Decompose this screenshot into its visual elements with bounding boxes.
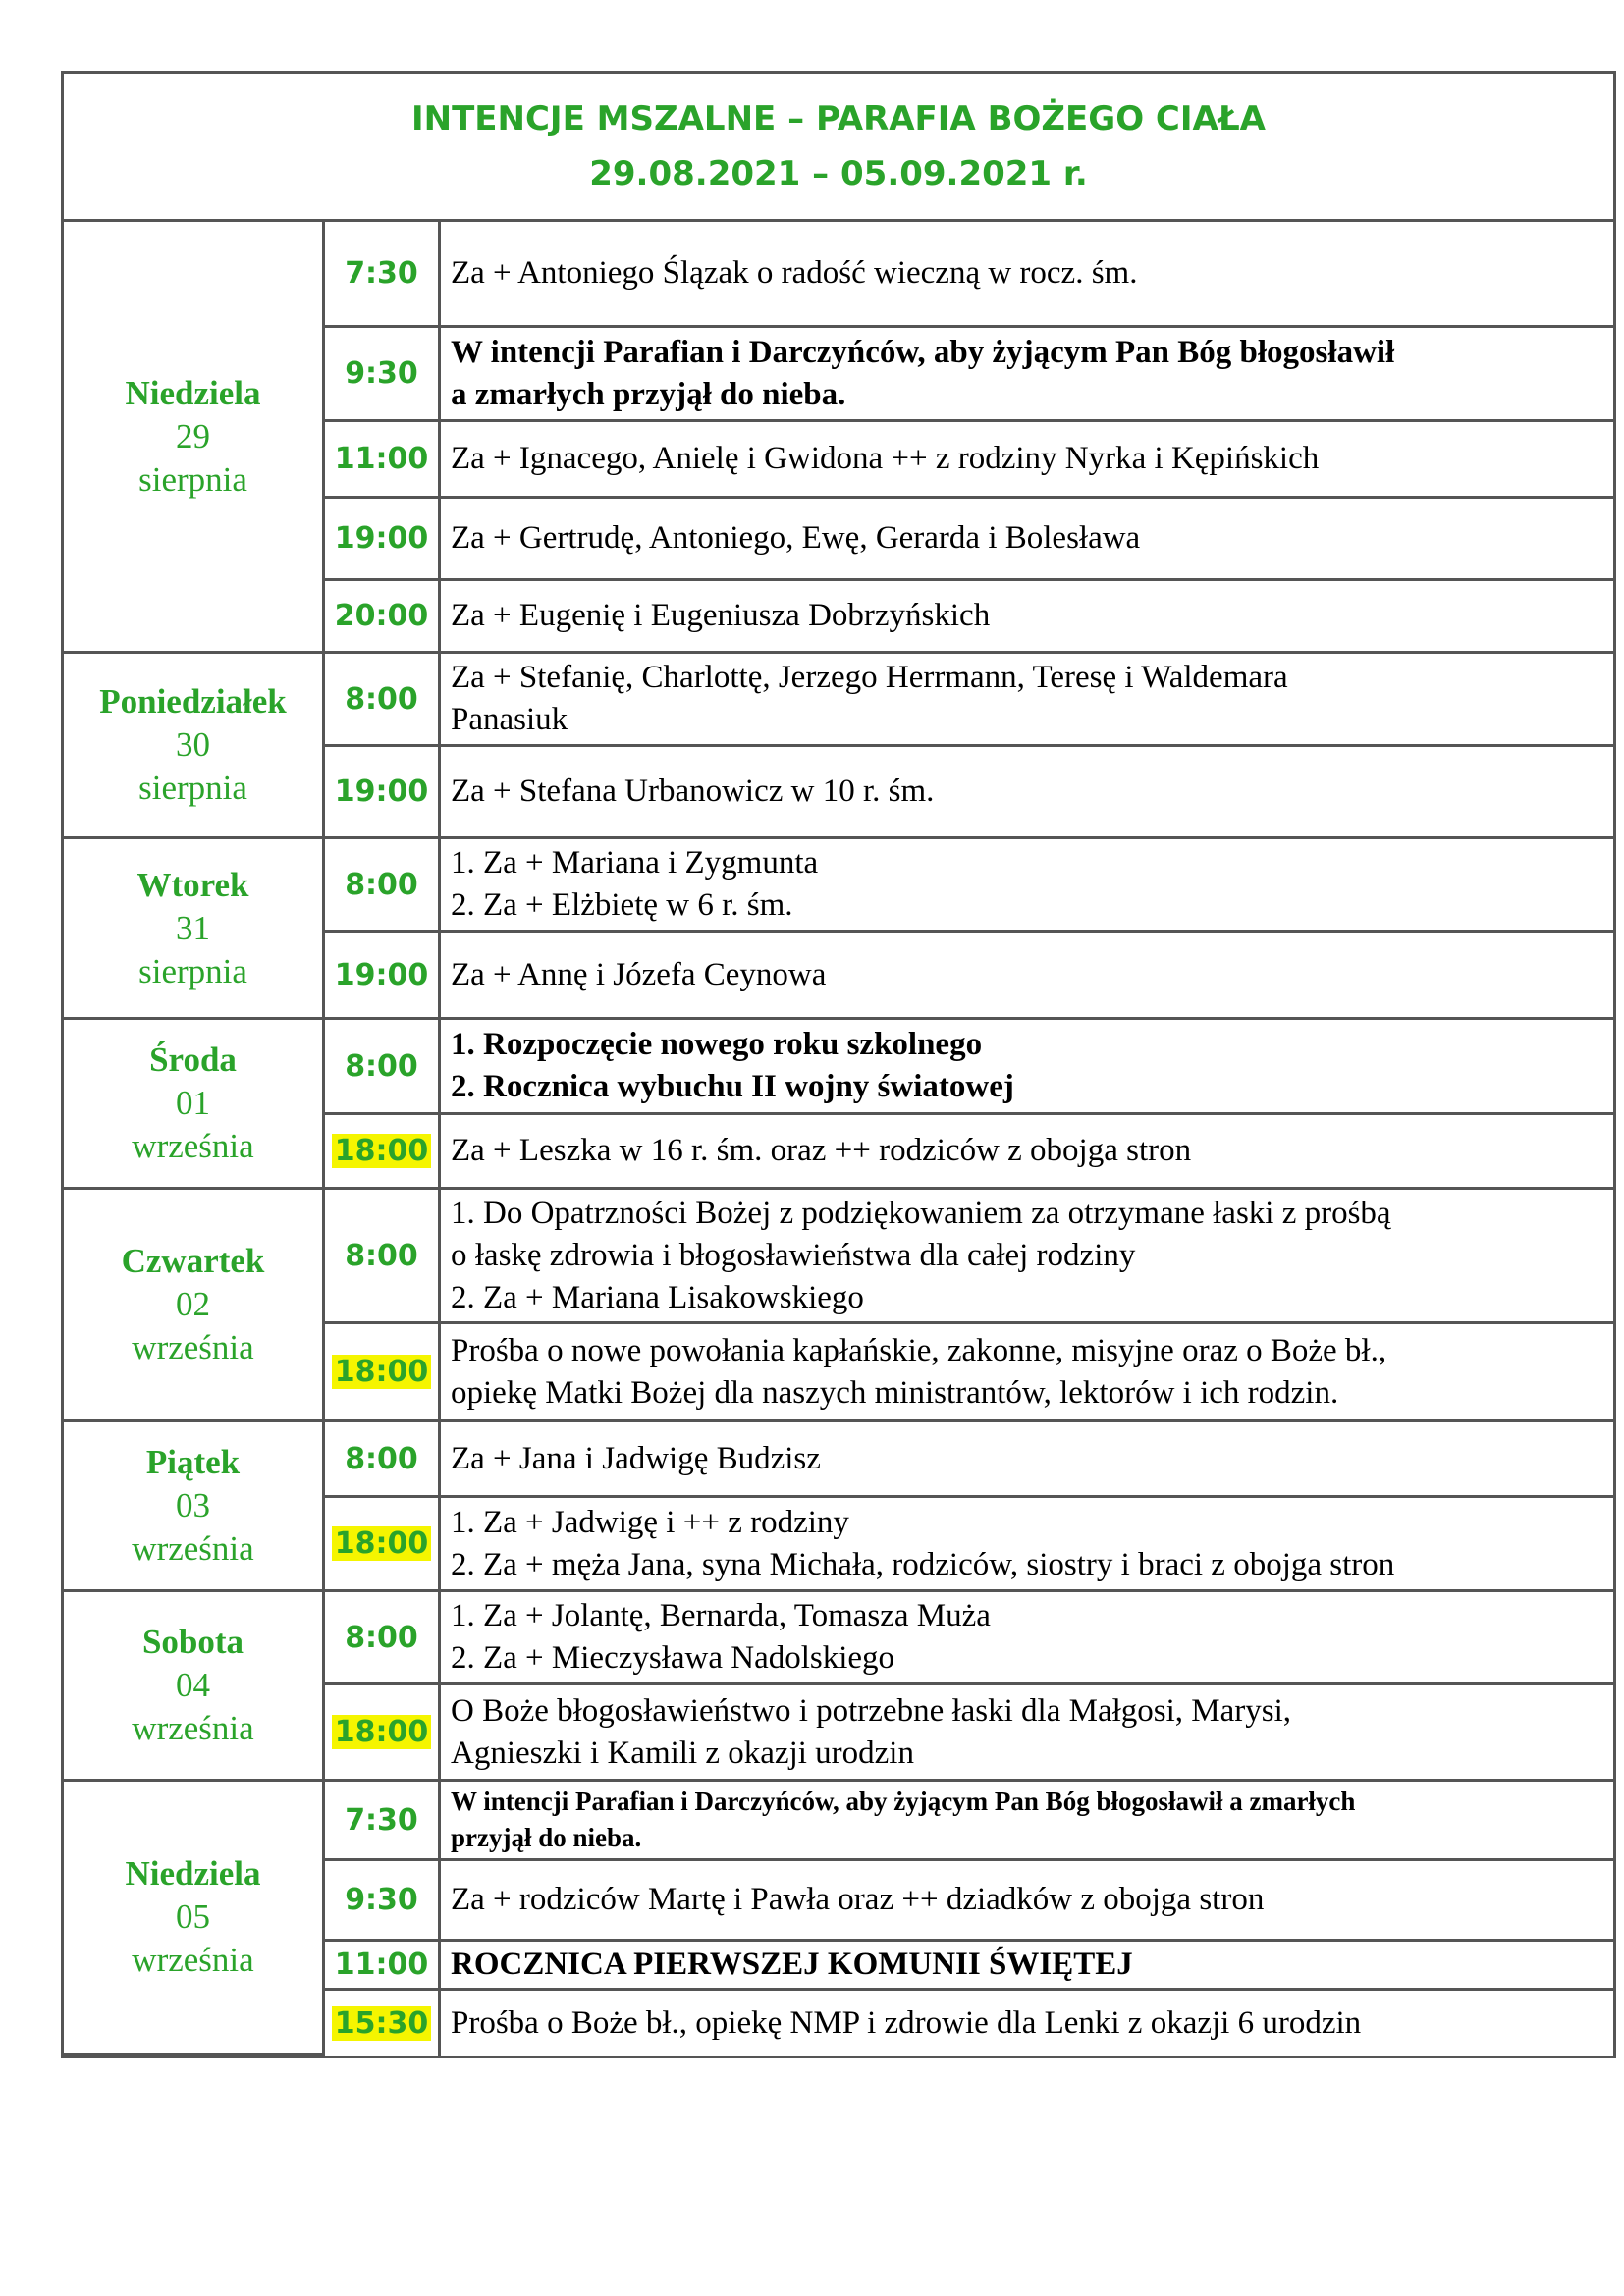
day-name: Środa: [149, 1041, 237, 1079]
day-number: 02: [176, 1285, 210, 1323]
mass-time: 18:00: [332, 1526, 432, 1561]
mass-time: 20:00: [334, 599, 429, 633]
intention-line: Za + Stefanię, Charlottę, Jerzego Herrmann, Teresę i Waldemara: [451, 660, 1288, 695]
mass-time-cell: [325, 1685, 441, 1782]
mass-time: 18:00: [332, 1134, 432, 1168]
mass-time: 19:00: [334, 774, 429, 809]
intention-line: 1. Do Opatrzności Bożej z podziękowaniem za otrzymane łaski z prośbą: [451, 1195, 1391, 1231]
mass-time: 8:00: [345, 1048, 418, 1084]
intention-line: a zmarłych przyjął do nieba.: [451, 376, 846, 412]
day-number: 29: [176, 416, 210, 455]
day-cell: [64, 654, 325, 839]
document-title: INTENCJE MSZALNE – PARAFIA BOŻEGO CIAŁA: [411, 99, 1266, 138]
day-number: 30: [176, 725, 210, 764]
mass-time: 8:00: [345, 681, 418, 717]
mass-time-cell: [325, 1861, 441, 1942]
day-number: 03: [176, 1486, 210, 1524]
day-month: sierpnia: [138, 769, 247, 807]
intention-line: Za + Stefana Urbanowicz w 10 r. śm.: [451, 774, 935, 809]
day-month: września: [132, 1127, 254, 1165]
mass-time-cell: [325, 1190, 441, 1324]
intention-cell: [441, 1685, 1613, 1782]
intention-cell: [441, 1861, 1613, 1942]
day-name: Niedziela: [125, 373, 261, 412]
mass-time: 18:00: [332, 1355, 432, 1389]
day-month: września: [132, 1328, 254, 1366]
intention-line: 2. Za + męża Jana, syna Michała, rodziców, siostry i braci z obojga stron: [451, 1546, 1395, 1582]
mass-time: 9:30: [345, 356, 418, 391]
mass-time: 7:30: [345, 1802, 418, 1838]
intention-line: przyjął do nieba.: [451, 1823, 642, 1852]
mass-time-cell: [325, 1115, 441, 1190]
day-cell: [64, 1190, 325, 1422]
intention-line: Za + Annę i Józefa Ceynowa: [451, 956, 827, 992]
mass-time: 9:30: [345, 1883, 418, 1917]
schedule-row: [64, 1592, 1613, 1685]
intention-cell: [441, 1020, 1613, 1115]
intention-line: Za + Jana i Jadwigę Budzisz: [451, 1440, 821, 1476]
mass-time: 7:30: [345, 256, 418, 291]
mass-time-cell: [325, 1991, 441, 2056]
schedule-table: [64, 222, 1613, 2056]
intention-line: 2. Rocznica wybuchu II wojny światowej: [451, 1069, 1014, 1104]
schedule-row: [64, 1020, 1613, 1115]
intention-cell: [441, 1991, 1613, 2056]
mass-time: 8:00: [345, 1441, 418, 1476]
mass-time-cell: [325, 1498, 441, 1592]
document-header: [64, 74, 1613, 222]
intention-line: 2. Za + Mariana Lisakowskiego: [451, 1279, 864, 1315]
mass-time-cell: [325, 422, 441, 499]
intention-line: Agnieszki i Kamili z okazji urodzin: [451, 1735, 914, 1771]
day-number: 01: [176, 1084, 210, 1122]
mass-time-cell: [325, 1592, 441, 1685]
day-name: Wtorek: [136, 865, 249, 904]
mass-time-cell: [325, 1324, 441, 1422]
intention-line: Za + Ignacego, Anielę i Gwidona ++ z rodziny Nyrka i Kępińskich: [451, 441, 1320, 476]
intention-line: Za + Eugenię i Eugeniusza Dobrzyńskich: [451, 598, 991, 633]
day-cell: [64, 839, 325, 1020]
day-cell: [64, 1782, 325, 2056]
intention-line: Za + rodziców Martę i Pawła oraz ++ dziadków z obojga stron: [451, 1882, 1265, 1917]
day-cell: [64, 222, 325, 654]
intention-line: Za + Leszka w 16 r. śm. oraz ++ rodziców z obojga stron: [451, 1133, 1192, 1168]
mass-time: 8:00: [345, 1238, 418, 1273]
day-name: Sobota: [141, 1623, 244, 1661]
day-month: sierpnia: [138, 459, 247, 499]
intention-line: 1. Za + Jolantę, Bernarda, Tomasza Muża: [451, 1598, 991, 1633]
intention-cell: [441, 499, 1613, 581]
schedule-row: [64, 1422, 1613, 1498]
mass-time-cell: [325, 581, 441, 654]
mass-time-cell: [325, 1020, 441, 1115]
intention-line: 1. Rozpoczęcie nowego roku szkolnego: [451, 1027, 983, 1062]
intention-cell: [441, 1592, 1613, 1685]
schedule-row: [64, 839, 1613, 933]
intention-line: 1. Za + Mariana i Zygmunta: [451, 845, 819, 881]
intention-cell: [441, 222, 1613, 328]
intention-cell: [441, 839, 1613, 933]
mass-time: 18:00: [332, 1715, 432, 1749]
mass-time-cell: [325, 654, 441, 747]
intention-cell: [441, 1498, 1613, 1592]
intention-line: Prośba o Boże bł., opiekę NMP i zdrowie dla Lenki z okazji 6 urodzin: [451, 2004, 1362, 2041]
intention-line: 2. Za + Mieczysława Nadolskiego: [451, 1640, 895, 1676]
schedule-row: [64, 222, 1613, 328]
intention-line: ROCZNICA PIERWSZEJ KOMUNII ŚWIĘTEJ: [451, 1947, 1133, 1982]
schedule-row: [64, 654, 1613, 747]
intention-cell: [441, 1115, 1613, 1190]
schedule-row: [64, 1782, 1613, 1861]
mass-time-cell: [325, 222, 441, 328]
day-name: Poniedziałek: [99, 682, 287, 721]
intention-line: o łaskę zdrowia i błogosławieństwa dla całej rodziny: [451, 1237, 1136, 1273]
intention-cell: [441, 1422, 1613, 1498]
intention-cell: [441, 1324, 1613, 1422]
mass-time-cell: [325, 1422, 441, 1498]
intention-line: Za + Antoniego Ślązak o radość wieczną w rocz. śm.: [451, 255, 1138, 291]
day-cell: [64, 1020, 325, 1190]
mass-time-cell: [325, 747, 441, 839]
day-month: września: [132, 1529, 254, 1568]
day-name: Piątek: [145, 1443, 241, 1481]
mass-time-cell: [325, 933, 441, 1020]
day-number: 31: [176, 908, 210, 947]
intention-line: 2. Za + Elżbietę w 6 r. śm.: [451, 887, 793, 923]
mass-time-cell: [325, 839, 441, 933]
mass-schedule-document: [61, 71, 1616, 2058]
mass-time-cell: [325, 499, 441, 581]
intention-line: 1. Za + Jadwigę i ++ z rodziny: [451, 1504, 849, 1540]
intention-cell: [441, 747, 1613, 839]
intention-line: Prośba o nowe powołania kapłańskie, zakonne, misyjne oraz o Boże bł.,: [451, 1332, 1387, 1368]
day-name: Czwartek: [121, 1242, 265, 1280]
day-month: września: [132, 1709, 254, 1747]
mass-time: 8:00: [345, 867, 418, 902]
mass-time-cell: [325, 1942, 441, 1991]
intention-line: opiekę Matki Bożej dla naszych ministrantów, lektorów i ich rodzin.: [451, 1374, 1339, 1411]
day-name: Niedziela: [125, 1854, 261, 1893]
schedule-row: [64, 1190, 1613, 1324]
document-date-range: 29.08.2021 – 05.09.2021 r.: [589, 154, 1088, 193]
day-number: 04: [176, 1666, 210, 1704]
intention-line: W intencji Parafian i Darczyńców, aby żyjącym Pan Bóg błogosławił a zmarłych: [451, 1787, 1356, 1816]
mass-time: 11:00: [334, 1948, 429, 1982]
day-month: sierpnia: [138, 951, 247, 990]
mass-time: 19:00: [334, 521, 429, 556]
day-cell: [64, 1422, 325, 1592]
intention-line: O Boże błogosławieństwo i potrzebne łaski dla Małgosi, Marysi,: [451, 1692, 1292, 1729]
intention-cell: [441, 1942, 1613, 1991]
mass-time: 19:00: [334, 957, 429, 992]
intention-cell: [441, 933, 1613, 1020]
mass-time-cell: [325, 328, 441, 422]
intention-line: Panasiuk: [451, 702, 568, 737]
intention-cell: [441, 1782, 1613, 1861]
intention-cell: [441, 654, 1613, 747]
intention-line: W intencji Parafian i Darczyńców, aby żyjącym Pan Bóg błogosławił: [451, 334, 1395, 370]
mass-time-cell: [325, 1782, 441, 1861]
mass-time: 8:00: [345, 1620, 418, 1655]
day-cell: [64, 1592, 325, 1782]
intention-cell: [441, 422, 1613, 499]
intention-cell: [441, 1190, 1613, 1324]
mass-time: 11:00: [334, 442, 429, 476]
day-number: 05: [176, 1897, 210, 1936]
intention-cell: [441, 581, 1613, 654]
day-month: września: [132, 1941, 254, 1979]
mass-time: 15:30: [332, 2006, 432, 2041]
intention-line: Za + Gertrudę, Antoniego, Ewę, Gerarda i Bolesława: [451, 520, 1141, 556]
intention-cell: [441, 328, 1613, 422]
